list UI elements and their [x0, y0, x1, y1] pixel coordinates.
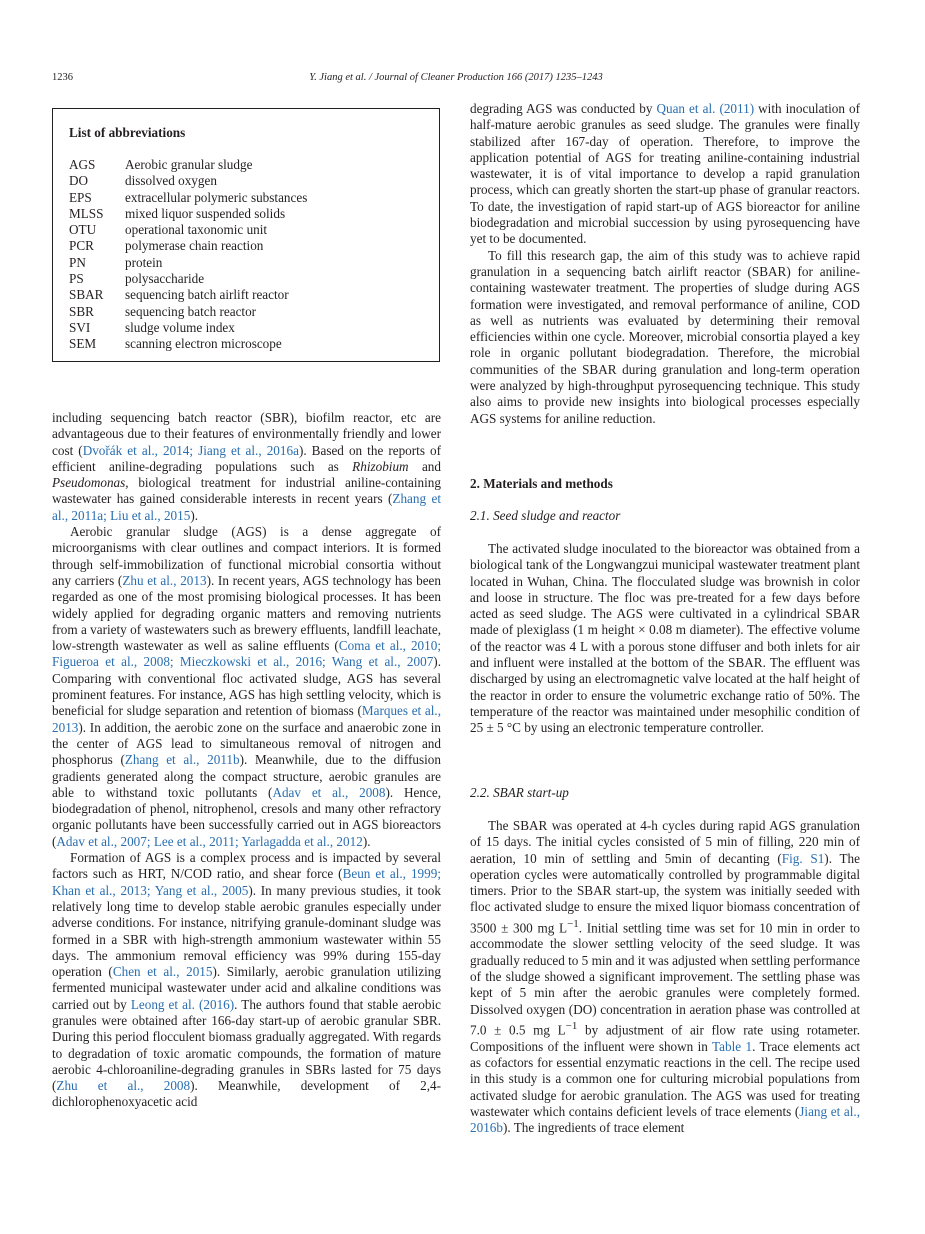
abbreviation-key: PN — [69, 254, 86, 270]
abbreviation-row — [69, 157, 307, 173]
abbreviations-title: List of abbreviations — [69, 125, 186, 140]
abbreviation-row — [69, 336, 307, 352]
journal-running-head: Y. Jiang et al. / Journal of Cleaner Production 166 (2017) 1235–1243 — [309, 72, 603, 83]
abbreviation-key: PCR — [69, 238, 94, 254]
abbreviation-row — [69, 190, 307, 206]
abbreviation-meaning: polymerase chain reaction — [125, 238, 264, 254]
citation-link[interactable]: Beun et al., 1999; Khan et al., 2013; Yang et al., 2005 — [52, 866, 441, 898]
abbreviation-meaning: extracellular polymeric substances — [125, 189, 308, 205]
abbreviations-list — [69, 157, 307, 353]
subsection-heading: 2.1. Seed sludge and reactor — [470, 508, 621, 523]
citation-link[interactable]: Quan et al. (2011) — [656, 101, 755, 116]
abbreviation-row — [69, 173, 307, 189]
table-link[interactable]: Table 1 — [712, 1038, 753, 1054]
citation-link[interactable]: Jiang et al., 2016b — [470, 1103, 861, 1136]
abbreviation-key: SBR — [69, 303, 94, 319]
paragraph-sbar-startup: The SBAR was operated at 4-h cycles during rapid AGS granulation of 15 days. The initial cycles consisted of 5 min of filling, 220 min of aeration, 10 min of settling and 5min of decanting (Fig. S1). The operation cycles were automatically controlled by programmable digital timers. Prior to the SBAR start-up, the system was initially seeded with floc activated sludge to ensure the mixed liquor biomass concentration of 3500 ± 300 mg $L^{-1}$. Initial settling time was set for 10 min in order to accommodate the slower settling velocity of the seed sludge. It was gradually reduced to 5 min and it was adjusted when settling performance of the sludge showed a significant improvement. The settling phase was kept of 5 min after the aerobic granules were completely formed. Dissolved oxygen (DO) concentration in aeration phase was controlled at 7.0 ± 0.5 mg $L^{-1}$ by adjustment of air flow rate using rotameter. Compositions of the influent were shown in Table 1. Trace elements act as cofactors for essential enzymatic reactions in the cell. The recipe used in this study is a common one for culturing microbial populations from activated sludge for aerobic granulation. The AGS was used for treating wastewater which contains deficient levels of trace elements (Jiang et al., 2016b). The ingredients of trace element — [470, 818, 861, 1136]
abbreviation-key: AGS — [69, 157, 96, 172]
abbreviation-meaning: dissolved oxygen — [125, 173, 217, 189]
citation-link[interactable]: Marques et al., 2013 — [52, 703, 441, 735]
abbreviation-row — [69, 206, 307, 222]
citation-link[interactable]: Chen et al., 2015 — [112, 964, 213, 980]
abbreviation-key: DO — [69, 173, 89, 189]
abbreviation-row — [69, 271, 307, 287]
paragraph-intro-continued: including sequencing batch reactor (SBR), biofilm reactor, etc are advantageous due to their features of environmentally friendly and lower cost (Dvořák et al., 2014; Jiang et al., 2016a). Based on the reports of efficient aniline-degrading populations such as Rhizobium and Pseudomonas, biological treatment for industrial aniline-containing wastewater has gained considerable interests in recent years (Zhang et al., 2011a; Liu et al., 2015). — [52, 410, 441, 523]
abbreviation-row — [69, 238, 307, 254]
abbreviation-row — [69, 255, 307, 271]
abbreviation-key: SEM — [69, 336, 97, 352]
abbreviations-box — [52, 108, 440, 362]
citation-link[interactable]: Zhang et al., 2011b — [124, 752, 240, 768]
page-number: 1236 — [52, 72, 73, 83]
citation-link[interactable]: Adav et al., 2008 — [272, 784, 386, 800]
paragraph-seed-sludge: The activated sludge inoculated to the bioreactor was obtained from a biological tank of the Longwangzui municipal wastewater treatment plant located in Wuhan, China. The flocculated sludge was brownish in color and loose in structure. The floc was pre-treated for a few days before acted as seed sludge. The AGS were cultivated in a cylindrical SBAR made of plexiglass (1 m height × 0.08 m diameter). The effective volume of the reactor was 4 L with a porous stone diffuser and both inlets for air and influent were installed at the bottom of the SBAR. The effluent was discharged by using an electromagnetic valve located at the half height of the reactor in order to ensure the volumetric exchange ratio of 50%. The temperature of the reactor was maintained under mesophilic condition of 25 ± 5 °C by using an electronic temperature controller. — [470, 541, 860, 736]
citation-link[interactable]: Coma et al., 2010; Figueroa et al., 2008; Mieczkowski et al., 2016; Wang et al., 2007 — [52, 638, 442, 670]
section-heading: 2. Materials and methods — [470, 476, 613, 491]
subsection-heading: 2.2. SBAR start-up — [470, 785, 569, 800]
abbreviation-row — [69, 320, 307, 336]
abbreviation-row — [69, 287, 307, 303]
citation-link[interactable]: Zhu et al., 2013 — [122, 572, 207, 588]
abbreviation-meaning: polysaccharide — [125, 271, 205, 287]
citation-link[interactable]: Adav et al., 2007; Lee et al., 2011; Yarlagadda et al., 2012 — [56, 833, 363, 849]
abbreviation-row — [69, 222, 307, 238]
abbreviation-meaning: mixed liquor suspended solids — [125, 205, 286, 221]
abbreviation-key: SVI — [69, 319, 91, 335]
abbreviation-meaning: protein — [125, 254, 163, 270]
abbreviation-key: SBAR — [69, 287, 104, 303]
right-column-top — [470, 101, 860, 427]
citation-link[interactable]: Dvořák et al., 2014; Jiang et al., 2016a — [82, 442, 299, 458]
abbreviation-key: PS — [69, 271, 84, 287]
left-column — [52, 410, 441, 1111]
paragraph-ags-formation: Formation of AGS is a complex process and is impacted by several factors such as HRT, N/COD ratio, and shear force (Beun et al., 1999; Khan et al., 2013; Yang et al., 2005). In many previous studies, it took relatively long time to develop stable aerobic granules especially under adverse conditions. For instance, nitrifying granule-dominant sludge was formed in a SBR with high-strength ammonium wastewater within 55 days. The ammonium removal efficiency was 99% during 155-day operation (Chen et al., 2015). Similarly, aerobic granulation utilizing fermented municipal wastewater under acid and alkaline conditions was carried out by Leong et al. (2016). The authors found that stable aerobic granules were obtained after 166-day start-up of aerobic granular SBR. During this period flocculent biomass gradually aggregated. With regards to degradation of toxic aromatic compounds, the formation of mature aerobic 4-chloroaniline-degrading granules in SBRs lasted for 75 days (Zhu et al., 2008). Meanwhile, development of 2,4-dichlorophenoxyacetic acid — [52, 850, 441, 1110]
abbreviation-meaning: Aerobic granular sludge — [125, 157, 253, 172]
paragraph-intro-continued: degrading AGS was conducted by Quan et al. (2011) with inoculation of half-mature aerobic granules as seed sludge. The granules were finally stabilized after 167-day of operation. Therefore, to improve the application potential of AGS for treating aniline-containing industrial wastewater, it is of vital importance to develop a rapid granulation process, which can greatly shorten the start-up phase of granular reactors. To date, the investigation of rapid start-up of AGS bioreactor for aniline biodegradation and microbial succession by using pyrosequencing have yet to be documented. — [470, 101, 860, 247]
abbreviation-meaning: sequencing batch reactor — [125, 303, 257, 319]
right-column-middle — [470, 541, 860, 737]
abbreviation-row — [69, 304, 307, 320]
figure-link[interactable]: Fig. S1 — [781, 850, 825, 866]
abbreviation-meaning: scanning electron microscope — [125, 336, 282, 352]
abbreviation-key: OTU — [69, 222, 97, 238]
citation-link[interactable]: Zhu et al., 2008 — [56, 1078, 191, 1094]
abbreviation-meaning: sludge volume index — [125, 319, 235, 335]
abbreviation-key: MLSS — [69, 205, 104, 221]
paragraph-ags-definition: Aerobic granular sludge (AGS) is a dense aggregate of microorganisms with clear outlines and compact interiors. It is formed through self-immobilization of functional microbial consortia without any carriers (Zhu et al., 2013). In recent years, AGS technology has been regarded as one of the most promising biological processes. It has been widely applied for degrading organic matters and removing nutrients from a variety of wastewaters such as brewery effluents, landfill leachate, low-strength wastewater as well as saline effluents (Coma et al., 2010; Figueroa et al., 2008; Mieczkowski et al., 2016; Wang et al., 2007). Comparing with conventional floc activated sludge, AGS has several prominent features. For instance, AGS has high settling velocity, which is beneficial for sludge separation and retention of biomass (Marques et al., 2013). In addition, the aerobic zone on the surface and anaerobic zone in the center of AGS lead to simultaneous removal of nitrogen and phosphorus (Zhang et al., 2011b). Meanwhile, due to the diffusion gradients generated along the compact structure, aerobic granules are able to withstand toxic pollutants (Adav et al., 2008). Hence, biodegradation of phenol, nitrophenol, cresols and many other refractory organic pollutants have been successfully carried out in AGS bioreactors (Adav et al., 2007; Lee et al., 2011; Yarlagadda et al., 2012). — [52, 524, 442, 849]
abbreviation-key: EPS — [69, 189, 92, 205]
abbreviation-meaning: sequencing batch airlift reactor — [125, 287, 289, 303]
abbreviation-meaning: operational taxonomic unit — [125, 222, 268, 238]
running-header — [52, 72, 860, 88]
citation-link[interactable]: Zhang et al., 2011a; Liu et al., 2015 — [52, 491, 441, 523]
citation-link[interactable]: Leong et al. (2016) — [130, 996, 235, 1012]
paragraph-study-aim: To fill this research gap, the aim of this study was to achieve rapid granulation in a sequencing batch airlift reactor (SBAR) for aniline-containing wastewater treatment. The properties of sludge during AGS formation were investigated, and removal performance of aniline, COD as well as nutrients was evaluated by determining their removal efficiencies within one cycle. Moreover, microbial consortia played a key role in organic pollutant biodegradation. Therefore, the microbial communities of the SBAR during granulation and long-term operation were analyzed by high-throughput pyrosequencing technique. This study also aims to provide new insights into biological processes especially AGS systems for aniline reduction. — [470, 247, 860, 426]
right-column-bottom — [470, 818, 860, 1136]
